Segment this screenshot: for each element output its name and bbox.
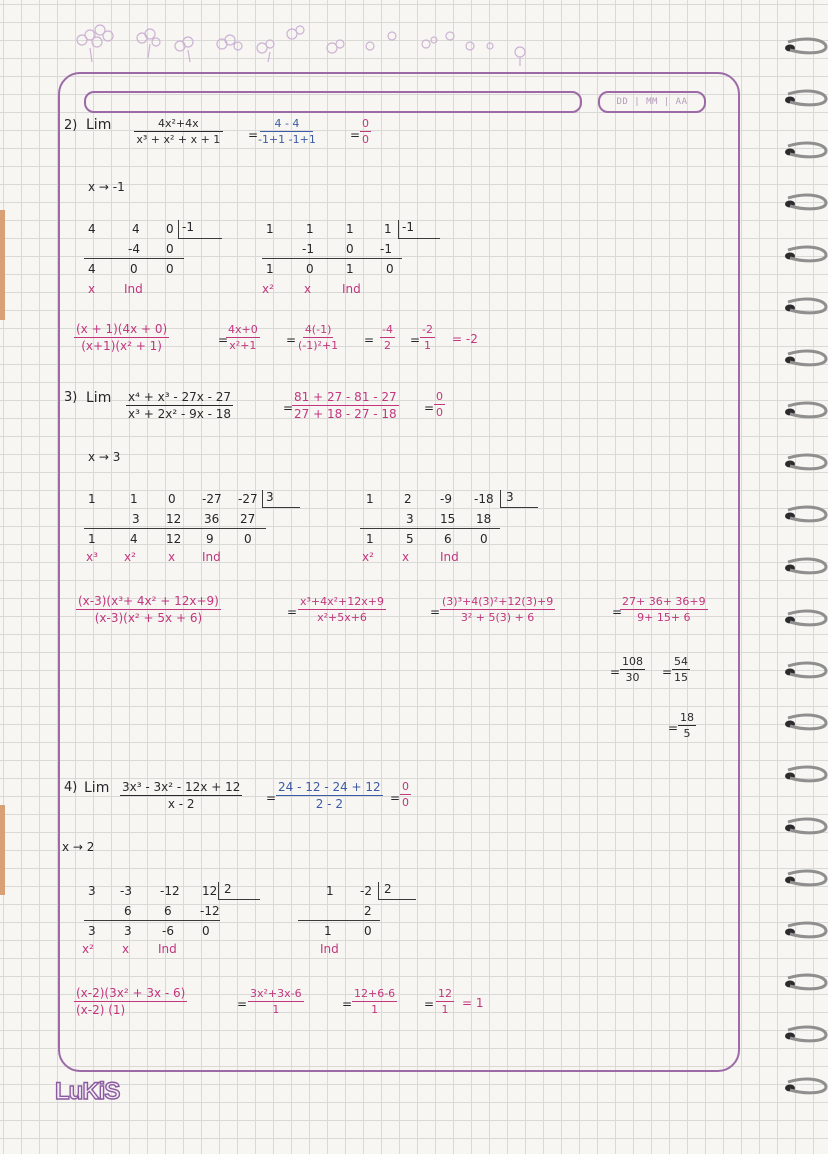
equals-sign: =: [286, 333, 297, 347]
equals-sign: =: [342, 997, 353, 1011]
denominator: -1+1 -1+1: [258, 133, 316, 146]
product: 2: [364, 904, 372, 918]
divisor: 3: [266, 490, 274, 504]
equals-sign: =: [410, 333, 421, 347]
quotient: 0: [244, 532, 252, 546]
divisor: 3: [506, 490, 514, 504]
coefficient: -9: [440, 492, 452, 506]
quotient: 1: [366, 532, 374, 546]
coefficient: 1: [266, 222, 274, 236]
sum-step: [620, 655, 645, 684]
denominator: 27 + 18 - 27 - 18: [294, 407, 397, 421]
substitution-step: [352, 987, 397, 1016]
quotient: 0: [306, 262, 314, 276]
numerator: x³+4x²+12x+9: [300, 595, 384, 608]
limit-expression: [134, 117, 223, 146]
term-label: x: [168, 550, 176, 564]
divisor: 2: [224, 882, 232, 896]
denominator: (x-3)(x² + 5x + 6): [94, 611, 203, 625]
product: -4: [128, 242, 140, 256]
product: 3: [406, 512, 414, 526]
product: 27: [240, 512, 256, 526]
quotient: 4: [88, 262, 96, 276]
equals-sign: =: [612, 605, 623, 619]
quotient: 0: [386, 262, 394, 276]
term-label: Ind: [440, 550, 459, 564]
numerator: 4(-1): [304, 323, 332, 336]
numerator: 27+ 36+ 36+9: [622, 595, 706, 608]
term-label: x: [402, 550, 410, 564]
term-label: x³: [86, 550, 98, 564]
quotient: -6: [162, 924, 174, 938]
product: 36: [204, 512, 220, 526]
numerator: 0: [436, 390, 443, 403]
quotient: 9: [206, 532, 214, 546]
quotient: 0: [364, 924, 372, 938]
coefficient: 0: [168, 492, 176, 506]
divisor: -1: [402, 220, 414, 234]
denominator: 1: [371, 1003, 379, 1016]
quotient: 0: [130, 262, 138, 276]
equals-sign: =: [283, 401, 294, 415]
coefficient: 1: [384, 222, 392, 236]
numerator: 4 - 4: [260, 117, 313, 132]
numerator: 0: [362, 117, 369, 130]
quotient: 4: [130, 532, 138, 546]
quotient: 3: [88, 924, 96, 938]
numerator: 0: [402, 780, 409, 793]
denominator: 1: [272, 1003, 280, 1016]
denominator: 3² + 5(3) + 6: [460, 611, 535, 624]
numerator: 4x+0: [228, 323, 258, 336]
numerator: 81 + 27 - 81 - 27: [294, 390, 397, 404]
product: 6: [124, 904, 132, 918]
numerator: 3x³ - 3x² - 12x + 12: [122, 780, 241, 794]
problem-number: 3): [64, 390, 78, 405]
coefficient: -2: [360, 884, 372, 898]
final-result: = 1: [462, 996, 484, 1010]
limit-approach: x → 2: [62, 840, 95, 854]
evaluation-step: [380, 323, 395, 352]
title-bar: [84, 91, 582, 113]
equals-sign: =: [266, 791, 277, 805]
flower-doodles: [70, 18, 540, 68]
coefficient: 2: [404, 492, 412, 506]
limit-approach: x → -1: [88, 180, 125, 194]
coefficient: -3: [120, 884, 132, 898]
term-label: x: [122, 942, 130, 956]
denominator: 2: [383, 339, 391, 352]
final-result: = -2: [452, 332, 478, 346]
numerator: (x-2)(3x² + 3x - 6): [76, 986, 186, 1000]
quotient: 6: [444, 532, 452, 546]
quotient: 12: [166, 532, 182, 546]
product: -12: [200, 904, 220, 918]
equals-sign: =: [430, 605, 441, 619]
simplified-step: [248, 987, 304, 1016]
quotient: 1: [324, 924, 332, 938]
numerator: 54: [674, 655, 688, 668]
numerator: -2: [422, 323, 433, 336]
spiral-binding: [782, 30, 828, 1110]
coefficient: -27: [202, 492, 222, 506]
denominator: 1: [423, 339, 431, 352]
numerator: (x + 1)(4x + 0): [76, 322, 168, 336]
indeterminate-form: [434, 390, 445, 419]
coefficient: -27: [238, 492, 258, 506]
substitution-step: [440, 595, 555, 624]
quotient: 1: [346, 262, 354, 276]
coefficient: 12: [202, 884, 218, 898]
numerator: 4x²+4x: [134, 117, 223, 132]
numerator: (x-3)(x³+ 4x² + 12x+9): [78, 594, 219, 608]
coefficient: 0: [166, 222, 174, 236]
coefficient: 1: [326, 884, 334, 898]
denominator: 2 - 2: [315, 797, 343, 811]
quotient: 5: [406, 532, 414, 546]
product: 18: [476, 512, 492, 526]
date-box: DD | MM | AA: [598, 91, 706, 113]
term-label: x²: [124, 550, 136, 564]
term-label: Ind: [320, 942, 339, 956]
limit-symbol: Lim: [86, 117, 112, 133]
term-label: x: [304, 282, 312, 296]
factored-expression: [74, 322, 169, 353]
equals-sign: =: [662, 665, 673, 679]
coefficient: -18: [474, 492, 494, 506]
coefficient: 4: [88, 222, 96, 236]
denominator: x²+1: [229, 339, 257, 352]
quotient: 0: [480, 532, 488, 546]
equals-sign: =: [287, 605, 298, 619]
term-label: x²: [82, 942, 94, 956]
limit-symbol: Lim: [86, 390, 112, 406]
equals-sign: =: [350, 128, 361, 142]
final-result: [678, 711, 696, 740]
numerator: (3)³+4(3)²+12(3)+9: [442, 595, 554, 608]
simplified-step: [226, 323, 260, 352]
denominator: (x+1)(x² + 1): [81, 339, 162, 353]
indeterminate-form: [400, 780, 411, 809]
product: -1: [302, 242, 314, 256]
term-label: x: [88, 282, 96, 296]
coefficient: 1: [130, 492, 138, 506]
limit-expression: [120, 780, 242, 811]
coefficient: 4: [132, 222, 140, 236]
product: -1: [380, 242, 392, 256]
coefficient: 3: [88, 884, 96, 898]
denominator: 5: [683, 727, 691, 740]
denominator: 0: [436, 406, 443, 419]
limit-symbol: Lim: [84, 780, 110, 796]
expansion-step: [620, 595, 708, 624]
limit-expression: [126, 390, 233, 421]
factored-expression: [74, 986, 187, 1017]
equals-sign: =: [364, 333, 375, 347]
limit-approach: x → 3: [88, 450, 121, 464]
equals-sign: =: [237, 997, 248, 1011]
numerator: 12+6-6: [354, 987, 396, 1000]
reduced-step: [672, 655, 690, 684]
denominator: 15: [674, 671, 688, 684]
page-edge-tab: [0, 210, 5, 320]
equals-sign: =: [610, 665, 621, 679]
equals-sign: =: [390, 791, 401, 805]
divisor: 2: [384, 882, 392, 896]
quotient: 1: [266, 262, 274, 276]
term-label: Ind: [202, 550, 221, 564]
product: 3: [132, 512, 140, 526]
evaluation-step: [436, 987, 454, 1016]
denominator: x²+5x+6: [317, 611, 367, 624]
denominator: x - 2: [167, 797, 195, 811]
coefficient: 1: [88, 492, 96, 506]
quotient: 0: [166, 262, 174, 276]
coefficient: 1: [366, 492, 374, 506]
substitution: [256, 117, 318, 146]
factored-expression: [76, 594, 221, 625]
equals-sign: =: [248, 128, 259, 142]
product: 12: [166, 512, 182, 526]
brand-logo: LuKiS: [55, 1078, 120, 1105]
product: 6: [164, 904, 172, 918]
simplified-step: [298, 595, 386, 624]
denominator: (-1)²+1: [298, 339, 339, 352]
quotient: 0: [202, 924, 210, 938]
product: 15: [440, 512, 456, 526]
substitution: [276, 780, 383, 811]
product: 0: [346, 242, 354, 256]
quotient: 3: [124, 924, 132, 938]
denominator: x³ + 2x² - 9x - 18: [128, 407, 232, 421]
equals-sign: =: [424, 997, 435, 1011]
denominator: 9+ 15+ 6: [637, 611, 691, 624]
term-label: Ind: [158, 942, 177, 956]
coefficient: 1: [346, 222, 354, 236]
denominator: 0: [362, 133, 369, 146]
page-edge-tab: [0, 805, 5, 895]
product: 0: [166, 242, 174, 256]
numerator: 108: [622, 655, 643, 668]
denominator: 0: [402, 796, 409, 809]
numerator: 24 - 12 - 24 + 12: [278, 780, 381, 794]
problem-number: 4): [64, 780, 78, 795]
reduced-step: [420, 323, 435, 352]
numerator: -4: [382, 323, 393, 336]
term-label: x²: [362, 550, 374, 564]
numerator: 12: [438, 987, 452, 1000]
numerator: 18: [680, 711, 694, 724]
indeterminate-form: [360, 117, 371, 146]
denominator: 30: [625, 671, 640, 684]
equals-sign: =: [668, 721, 679, 735]
equals-sign: =: [218, 333, 229, 347]
numerator: 3x²+3x-6: [250, 987, 302, 1000]
page-frame: [58, 72, 740, 1072]
substitution-step: [296, 323, 340, 352]
term-label: x²: [262, 282, 274, 296]
equals-sign: =: [424, 401, 435, 415]
divisor: -1: [182, 220, 194, 234]
problem-number: 2): [64, 118, 78, 133]
denominator: (x-2) (1): [76, 1003, 126, 1017]
numerator: x⁴ + x³ - 27x - 27: [128, 390, 232, 404]
quotient: 1: [88, 532, 96, 546]
substitution: [292, 390, 399, 421]
denominator: x³ + x² + x + 1: [136, 133, 221, 146]
term-label: Ind: [342, 282, 361, 296]
coefficient: 1: [306, 222, 314, 236]
denominator: 1: [441, 1003, 449, 1016]
term-label: Ind: [124, 282, 143, 296]
coefficient: -12: [160, 884, 180, 898]
